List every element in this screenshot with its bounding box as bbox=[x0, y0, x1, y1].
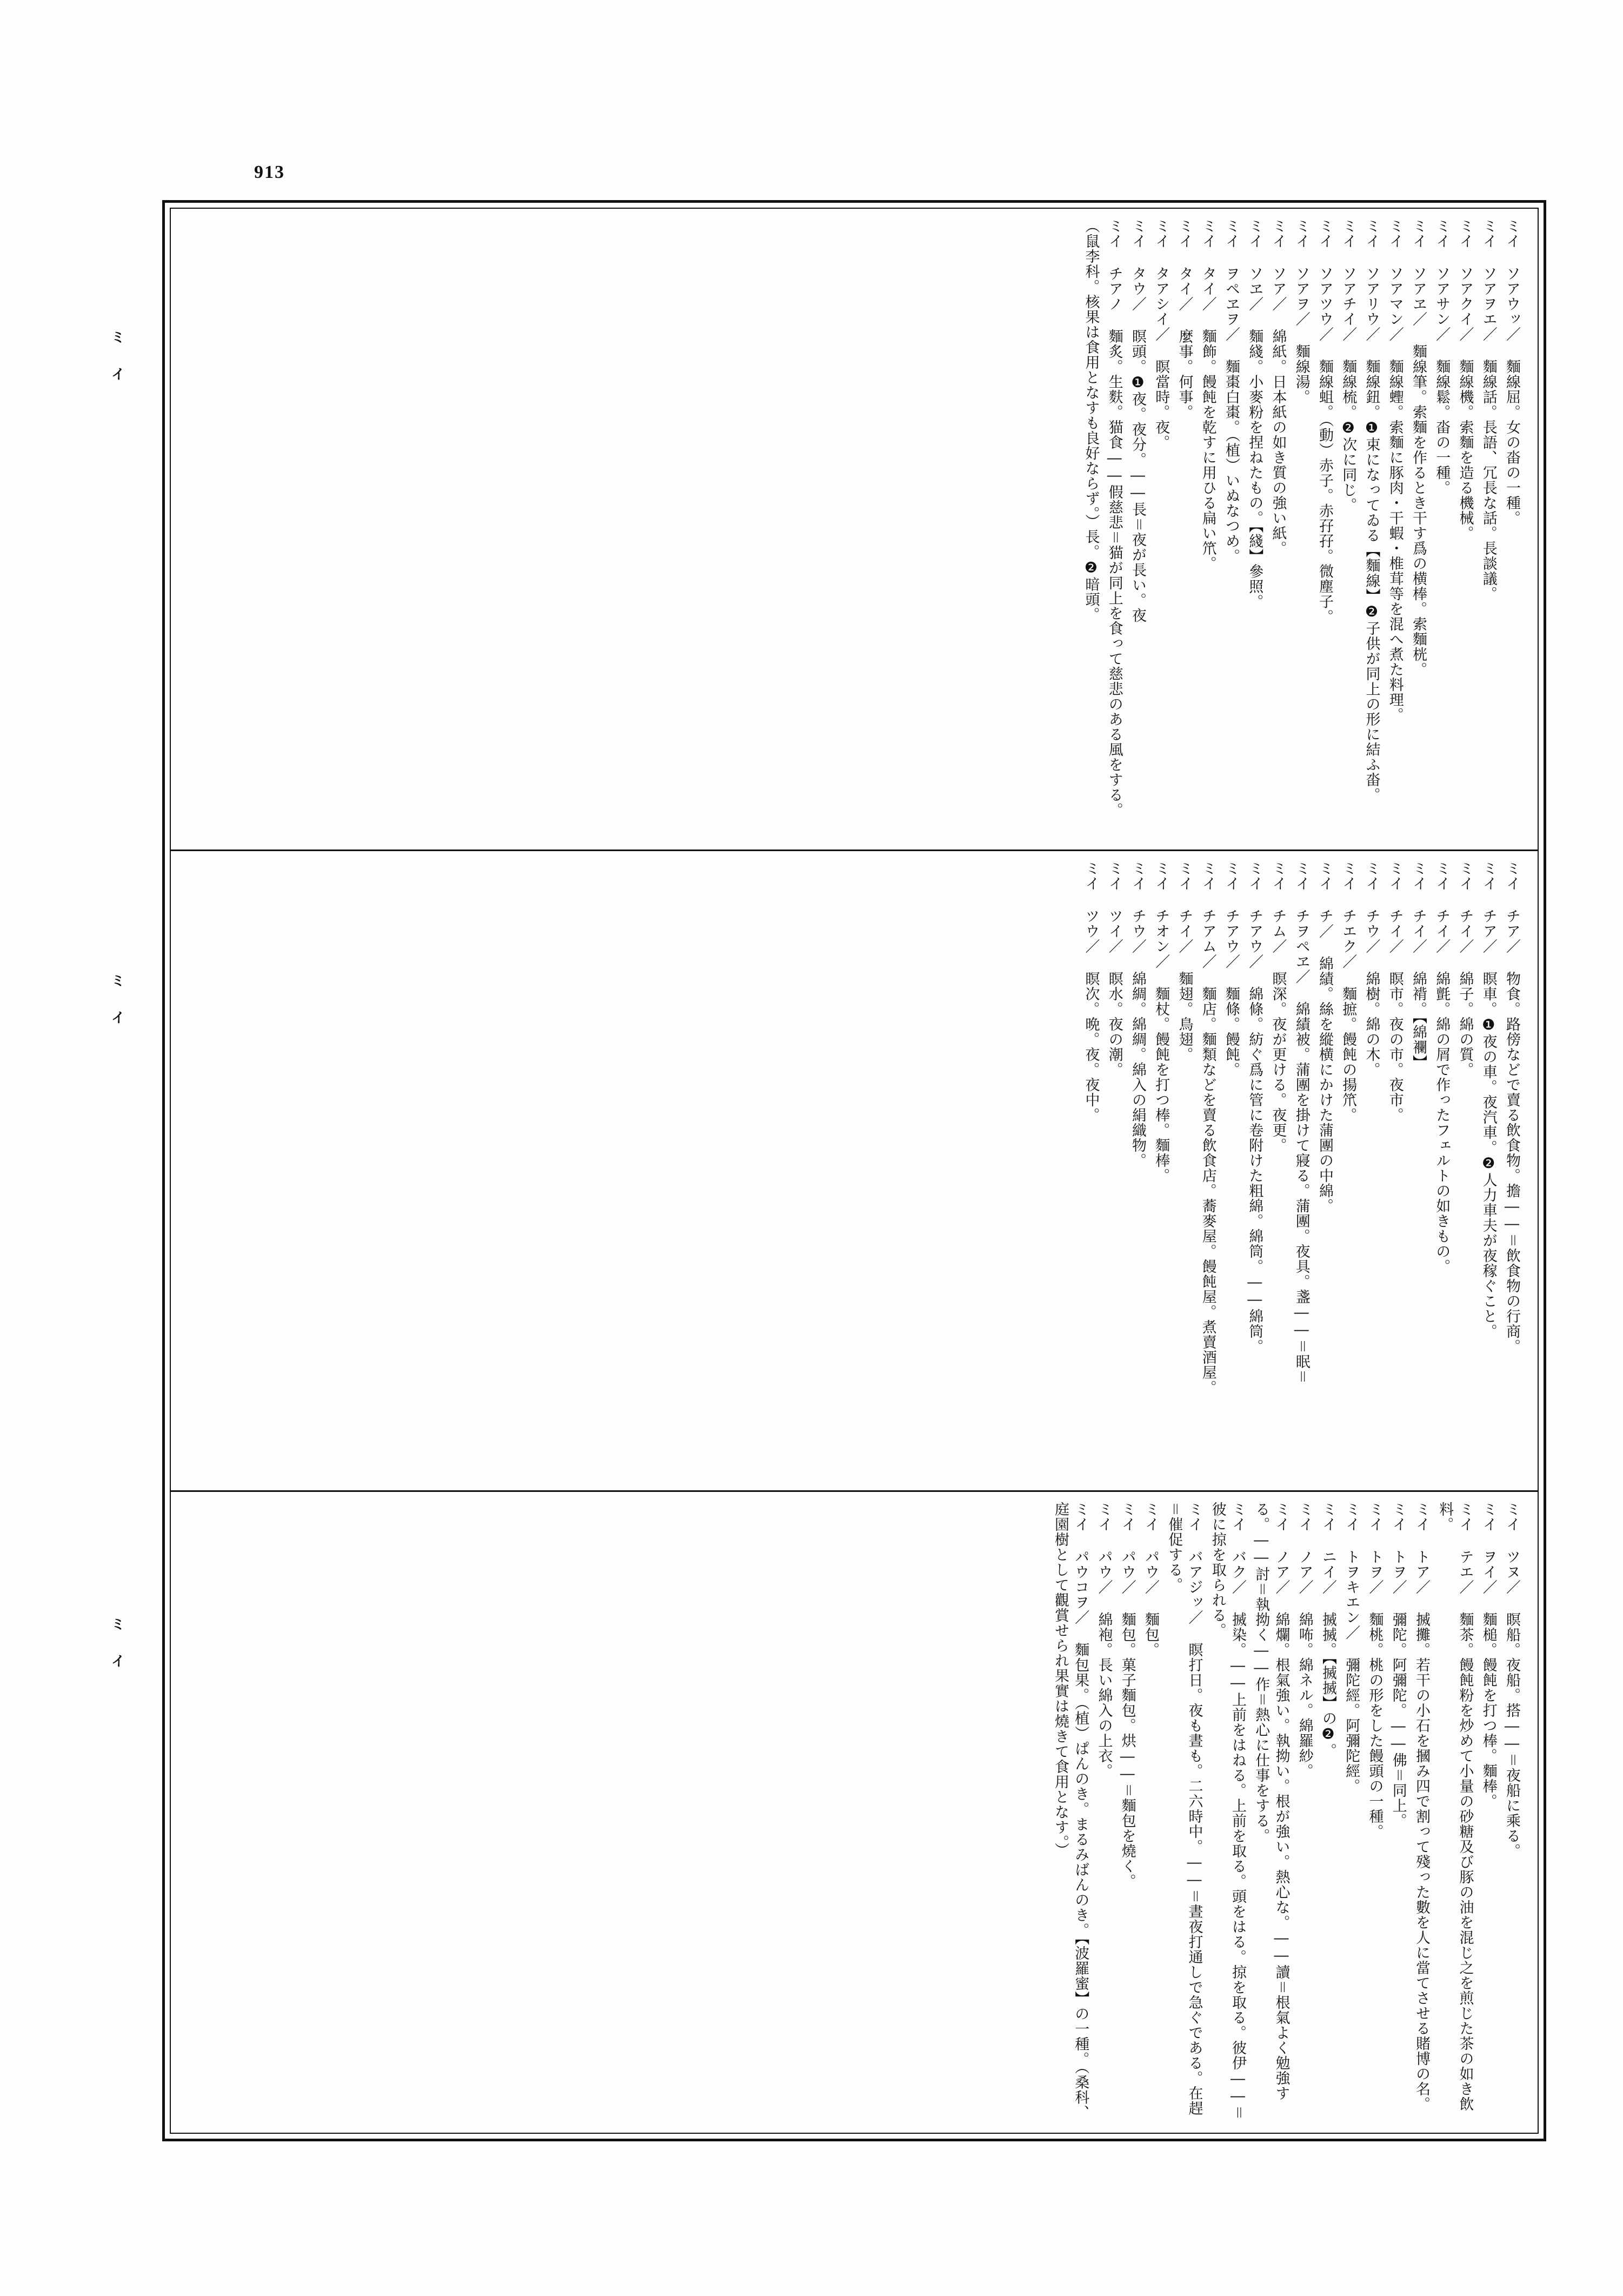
dictionary-band-3 bbox=[171, 1492, 1538, 2130]
dictionary-entry-column: ミイ テエ／ 麵茶。饅飩粉を炒めて小量の砂糖及び豚の油を混じ之を煎じた茶の如き飲料。 bbox=[1436, 1502, 1474, 2112]
dictionary-entry-column: ミイ ノア／ 綿咘。綿ネル。綿羅紗。 bbox=[1296, 1502, 1313, 1779]
dictionary-entry-column: ミイ チウ／ 綿樹。綿の木。 bbox=[1363, 861, 1380, 1077]
dictionary-entry-column: ミイ チウ／ 綿綢。綿綢。綿入の絹織物。 bbox=[1129, 861, 1146, 1168]
dictionary-entry-column: ミイ ソアサン／ 麵線鬆。畓の一種。 bbox=[1433, 218, 1451, 495]
dictionary-entry-column: ミイ チエク／ 麵摭。饅飩の揚笊。 bbox=[1340, 861, 1357, 1123]
dictionary-entry-column: ミイ パウ／ 麵包。菓子麵包。烘――＝麵包を燒く。 bbox=[1119, 1502, 1136, 1889]
dictionary-entry-column: ミイ タウ／ 瞑頭。❶夜。夜分。――長＝夜が長い。夜 bbox=[1129, 218, 1146, 623]
dictionary-entry-column: ミイ ソアヲ／ 麵線湯。 bbox=[1293, 218, 1310, 404]
dictionary-band-1 bbox=[171, 209, 1538, 850]
dictionary-entry-column: ミイ チアウ／ 綿條。紡ぐ爲に管に卷附けた粗綿。綿筒。――綿筒。 bbox=[1246, 861, 1263, 1354]
dictionary-entry-column: ミイ ソアチイ／ 麵線梳。❷次に同じ。 bbox=[1340, 218, 1357, 513]
dictionary-entry-column: ミイ チヲペヱ／ 綿績被。蒲團を掛けて寢る。蒲團。夜具。盞――＝眠＝ bbox=[1293, 861, 1310, 1384]
dictionary-entry-column: ミイ ツヌ／ 瞑船。夜船。搭――＝夜船に乘る。 bbox=[1504, 1502, 1520, 1859]
dictionary-entry-column: ミイ ソア／ 綿紙。日本紙の如き質の強い紙。 bbox=[1269, 218, 1287, 556]
dictionary-entry-column: ミイ チアム／ 麵店。麵類などを賣る飲食店。蕎麥屋。饅飩屋。煮賣酒屋。 bbox=[1199, 861, 1216, 1395]
dictionary-entry-column: ミイ チイ／ 綿氈。綿の屑で作ったフェルトの如きもの。 bbox=[1433, 861, 1451, 1274]
dictionary-entry-column: ミイ トヲ／ 麵桃。桃の形をした饅頭の一種。 bbox=[1366, 1502, 1383, 1839]
side-index-mark-1: ミ イ bbox=[109, 330, 125, 384]
dictionary-entry-column: ミイ ソアクイ／ 麵線機。索麵を造る機械。 bbox=[1456, 218, 1474, 541]
dictionary-entry-column: ミイ パウコヲ／ 麵包果。（植）ぱんのき。まるみばんのき。【波羅蜜】の一種。（桑科、庭園樹として觀賞せられ果實は燒きて食用となす。） bbox=[1052, 1502, 1089, 2120]
dictionary-entry-column: ミイ ノア／ 綿爛。根氣強い。執拗い。根が強い。熱心な。――讀＝根氣よく勉強する。――討＝執拗く――作＝熱心に仕事をする。 bbox=[1253, 1502, 1290, 2101]
dictionary-entry-column: ミイ チオン／ 麵杖。饅飩を打つ棒。麵棒。 bbox=[1153, 861, 1170, 1183]
dictionary-entry-column: ミイ チアウ／ 麵條。饅飩。 bbox=[1223, 861, 1240, 1077]
dictionary-entry-column: ミイ パウ／ 綿袍。長い綿入の上衣。 bbox=[1095, 1502, 1113, 1779]
dictionary-entry-column: ミイ バク／ 搣染。――上前をはねる。上前を取る。頭をはる。掠を取る。彼伊――＝彼に掠を取られる。 bbox=[1209, 1502, 1246, 2120]
dictionary-entry-column: ミイ チ／ 綿績。絲を縱横にかけた蒲團の中綿。 bbox=[1316, 861, 1333, 1213]
page-frame-inner bbox=[170, 208, 1539, 2134]
dictionary-entry-column: ミイ チア／ 物食。路傍などで賣る飲食物。擔――＝飲食物の行商。 bbox=[1504, 861, 1520, 1354]
dictionary-entry-column: ミイ トア／ 搣攤。若干の小石を摑み四で割って殘った數を人に當てさせる賭博の名。 bbox=[1413, 1502, 1430, 2112]
page-number: 913 bbox=[254, 162, 285, 182]
dictionary-band-2 bbox=[171, 851, 1538, 1490]
dictionary-entry-column: ミイ タイ／ 麵飾。饅飩を乾すに用ひる扁い笊。 bbox=[1199, 218, 1216, 571]
dictionary-entry-column: ミイ ツウ／ 瞑次。晩。夜。夜中。 bbox=[1082, 861, 1100, 1123]
side-index-mark-3: ミ イ bbox=[109, 1617, 125, 1671]
side-index-mark-2: ミ イ bbox=[109, 973, 125, 1027]
dictionary-entry-column: ミイ トヲ／ 彌陀。阿彌陀。――佛＝同上。 bbox=[1389, 1502, 1407, 1828]
dictionary-entry-column: ミイ チム／ 瞑深。夜が更ける。夜更。 bbox=[1269, 861, 1287, 1153]
dictionary-entry-column: ミイ ソアウッ／ 麵線屈。女の畓の一種。 bbox=[1504, 218, 1520, 526]
dictionary-entry-column: ミイ ソアヲエ／ 麵線話。長語、冗長な話。長談議。 bbox=[1480, 218, 1497, 601]
dictionary-entry-column: ミイ パウ／ 麵包。 bbox=[1142, 1502, 1159, 1657]
dictionary-entry-column: ミイ ヲペヱヲ／ 麵棗白棗。（植）いぬなつめ。 bbox=[1223, 218, 1240, 564]
dictionary-entry-column: ミイ バアジッ／ 瞑打日。夜も晝も。二六時中。――＝晝夜打通しで急ぐである。在趕＝催促する。 bbox=[1166, 1502, 1203, 2116]
dictionary-entry-column: ミイ ソアマン／ 麵線蟶。索麵に豚肉・干蝦・椎茸等を混へ煮た料理。 bbox=[1386, 218, 1404, 722]
dictionary-entry-column: ミイ ツイ／ 瞑水。夜の潮。 bbox=[1106, 861, 1123, 1077]
dictionary-entry-column: ミイ トヲキエン／ 彌陀經。阿彌陀經。 bbox=[1343, 1502, 1360, 1794]
dictionary-entry-column: ミイ ニイ／ 搣搣。【搣搣】の❷。 bbox=[1320, 1502, 1336, 1759]
dictionary-entry-column: ミイ タアシイ／ 瞑當時。夜。 bbox=[1153, 218, 1170, 450]
dictionary-entry-column: ミイ ソヱ／ 麵綫。小麥粉を捏ねたもの。【綫】參照。 bbox=[1246, 218, 1263, 609]
dictionary-entry-column: ミイ ソアリウ／ 麵線鈕。❶束になってゐる【麵線】❷子供が同上の形に結ふ畓。 bbox=[1363, 218, 1380, 802]
dictionary-entry-column: ミイ タイ／ 麼事。何事。 bbox=[1176, 218, 1193, 420]
dictionary-entry-column: ミイ チイ／ 綿褙。【綿襴】 bbox=[1410, 861, 1427, 1070]
dictionary-entry-column: ミイ チイ／ 麵翅。鳥翅。 bbox=[1176, 861, 1193, 1062]
dictionary-entry-column: ミイ ソアヱ／ 麵線筆。索麵を作るとき干す爲の横棒。索麵桄。 bbox=[1410, 218, 1427, 677]
dictionary-entry-column: ミイ チアノ 麵炙。生麩。猫食――假慈悲＝猫が同上を食って慈悲のある風をする。 bbox=[1106, 218, 1123, 818]
dictionary-entry-column: ミイ チイ／ 綿子。綿の質。 bbox=[1456, 861, 1474, 1077]
dictionary-entry-column: ミイ チイ／ 瞑市。夜の市。夜市。 bbox=[1386, 861, 1404, 1123]
dictionary-entry-column: ミイ ヲイ／ 麵槌。饅飩を打つ棒。麵棒。 bbox=[1480, 1502, 1497, 1809]
page-frame bbox=[162, 200, 1546, 2141]
dictionary-entry-column: （鼠李科。核果は食用となすも良好ならず。）長。❷暗頭。 bbox=[1082, 218, 1100, 622]
dictionary-entry-column: ミイ チア／ 瞑車。❶夜の車。夜汽車。❷人力車夫が夜稼ぐこと。 bbox=[1480, 861, 1497, 1339]
dictionary-entry-column: ミイ ソアツウ／ 麵線蛆。（動）赤子。赤孖孖。微塵子。 bbox=[1316, 218, 1333, 625]
